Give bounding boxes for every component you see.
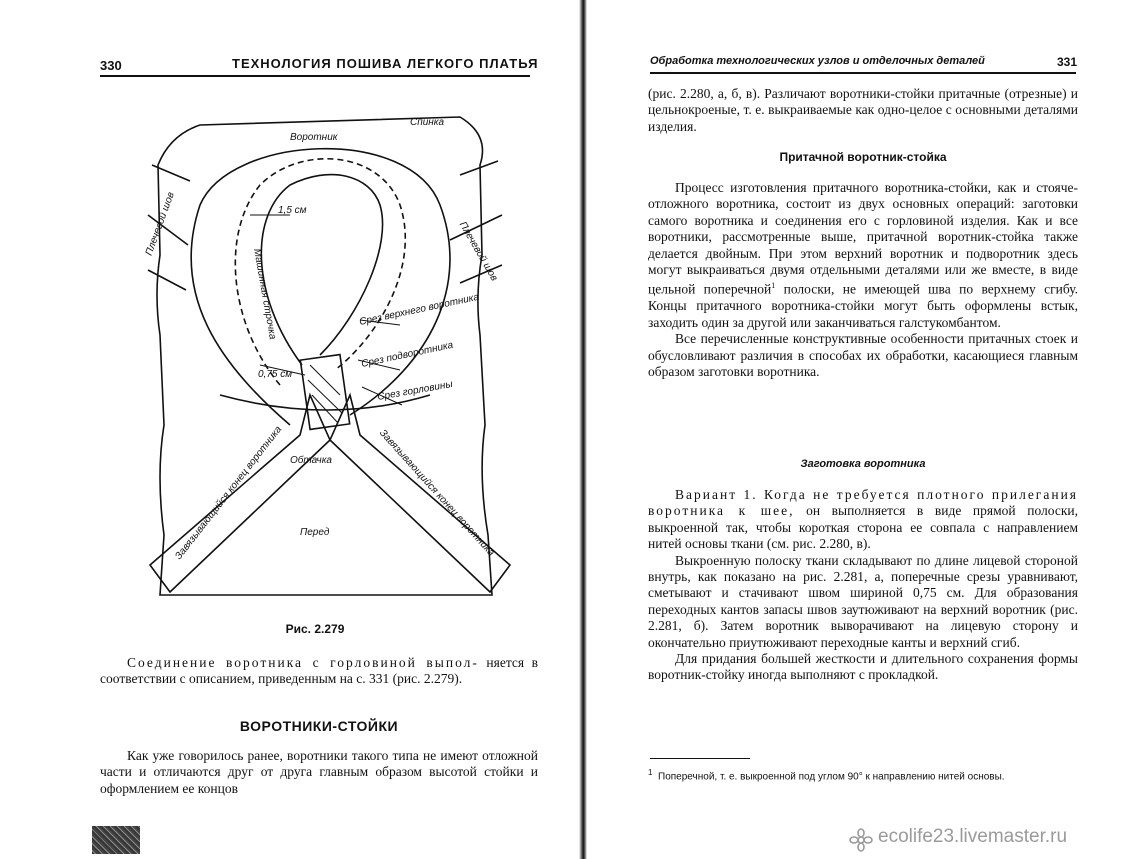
label-zavyaz-left: Завязывающийся конец воротника: [173, 424, 285, 562]
right-paragraph-1: (рис. 2.280, а, б, в). Различают воротники-стойки притачные (отрезные) и цельнокроеные, т. е. выкраиваемые как одно-целое с основными деталями изделия.: [648, 86, 1078, 134]
right-text-block: [648, 180, 1078, 380]
label-vorotnik: Воротник: [290, 132, 338, 143]
left-para1-lead: Соединение воротника с горловиной выпол-: [127, 655, 479, 670]
label-pered: Перед: [300, 527, 330, 538]
footnote-text: Поперечной, т. е. выкроенной под углом 90° к направлению нитей основы.: [658, 771, 1005, 783]
left-header-rule: [100, 75, 530, 77]
facing-block: [300, 355, 349, 430]
right-running-title: Обработка технологических узлов и отделочных деталей: [650, 55, 985, 67]
label-spinka: Спинка: [410, 117, 445, 128]
label-zavyaz-right: Завязывающийся конец воротника: [377, 427, 497, 559]
right-para2-main: Процесс изготовления притачного воротника-стойки, как и стояче-отложного воротника, состоит из двух основных операций: заготовки самого воротника и соединения его с горловиной изделия. Как и все воротники, рассмотренные выше, притачной воротник-стойка также делается двойным. При этом верхний воротник и подворотник здесь могут выкраиваться двумя отдельными деталями или же вместе, в виде цельной поперечной: [648, 180, 1078, 297]
figure-caption: Рис. 2.279: [285, 622, 345, 636]
right-page-number: 331: [1057, 55, 1078, 69]
right-paragraph-4: [648, 487, 1078, 553]
footnote: [648, 766, 1078, 784]
tie-end-left: [150, 395, 330, 592]
right-subsection-title: Заготовка воротника: [800, 458, 926, 470]
label-plech-right: Плечевой шов: [456, 219, 500, 284]
label-obtachka: Обтачка: [290, 455, 332, 466]
label-srez-podvor: Срез подворотника: [360, 339, 455, 370]
label-size-075: 0,75 см: [258, 369, 293, 380]
right-paragraph-6: Для придания большей жесткости и длительного сохранения формы воротник-стойку иногда выполняют с прокладкой.: [648, 651, 1078, 683]
left-page-number: 330: [100, 58, 122, 73]
footnote-ref: 1: [771, 281, 776, 291]
facing-hatch: [308, 365, 342, 423]
right-header-rule: [650, 72, 1076, 74]
right-paragraph-3: Все перечисленные конструктивные особенности притачных стоек и обусловливают различия в способах их обработки, касающиеся главным образом заготовки воротника.: [648, 331, 1078, 379]
right-section-title: Притачной воротник-стойка: [779, 150, 947, 164]
right-text-block-2: [648, 487, 1078, 684]
label-srez-verh: Срез верхнего воротника: [358, 291, 481, 328]
flower-logo-icon: [848, 828, 874, 852]
collar-outer: [191, 149, 450, 425]
footnote-mark: 1: [648, 768, 653, 777]
shoulder-seam-right: [450, 161, 502, 283]
collar-inner: [261, 175, 382, 365]
right-para4-rest: он выполняется в виде прямой полоски, выкроенной так, чтобы короткая сторона ее совпала с направлением нитей основы ткани (см. рис. 2.280, в).: [648, 503, 1078, 552]
right-para4-lead: Вариант 1. Когда не требуется плотного прилегания воротника к шее,: [648, 487, 1078, 519]
left-section-title: ВОРОТНИКИ-СТОЙКИ: [239, 718, 399, 734]
left-paragraph-1: [100, 655, 538, 688]
book-gutter: [579, 0, 587, 859]
label-srez-gorl: Срез горловины: [376, 378, 454, 403]
label-mash-strochka: Машинная строчка: [251, 247, 278, 341]
right-page: [590, 0, 1130, 859]
footnote-rule: [650, 758, 750, 759]
label-size-15: 1,5 см: [278, 205, 307, 216]
scan-artifact: [92, 826, 140, 854]
left-paragraph-2: Как уже говорилось ранее, воротники такого типа не имеют отложной части и отличаются друг от друга главным образом высотой стойки и оформлением ее концов: [100, 748, 538, 796]
collar-diagram: [130, 95, 520, 605]
left-running-title: ТЕХНОЛОГИЯ ПОШИВА ЛЕГКОГО ПЛАТЬЯ: [232, 56, 539, 71]
right-paragraph-5: Выкроенную полоску ткани складывают по длине лицевой стороной внутрь, как показано на рис. 2.281, а, поперечные срезы уравнивают, сметывают и стачивают швом шириной 0,75 см. Для образования переходных кантов запасы швов заутюживают на верхний воротник (рис. 2.281, б). Затем воротник выворачивают на лицевую сторону и окончательно приутюживают переходные канты и верхний сгиб.: [648, 552, 1078, 650]
right-para2-tail: полоски, не имеющей шва по верхнему сгибу. Концы притачного воротника-стойки могут быть оформлены встык, заходить один за другой или заканчиваться галстукомбантом.: [648, 281, 1078, 330]
left-para1-rest: няется в соответствии с описанием, приведенным на с. 331 (рис. 2.279).: [100, 655, 539, 687]
watermark-text: ecolife23.livemaster.ru: [878, 826, 1068, 847]
right-paragraph-2: [648, 180, 1078, 331]
label-plech-left: Плечевой шов: [143, 190, 177, 258]
